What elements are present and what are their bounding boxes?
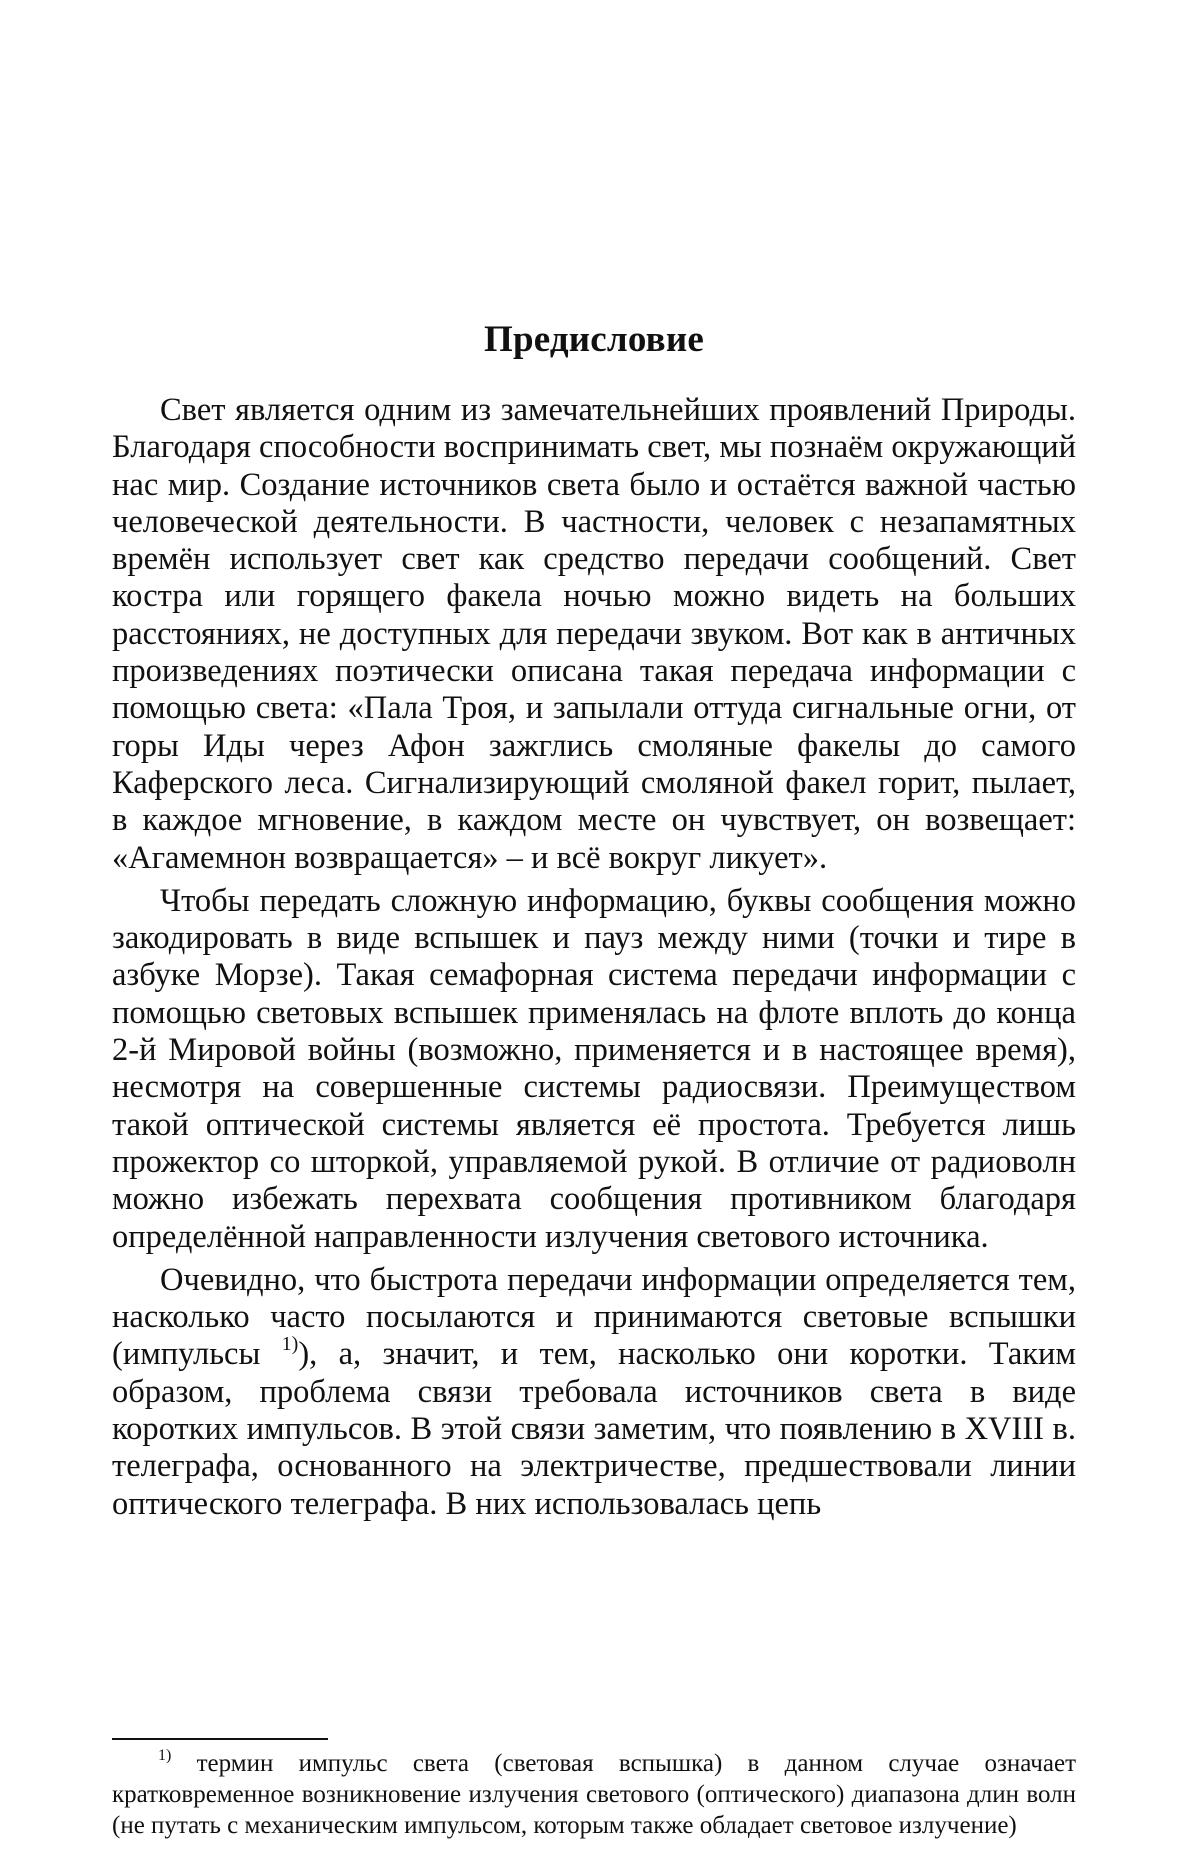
paragraph-3-text-before: Очевидно, что быстрота передачи информации определяется тем, насколько часто посылаются и принимаются световые вспышки (импульсы bbox=[112, 1261, 1076, 1373]
footnote-marker: 1) bbox=[158, 1747, 172, 1764]
paragraph-2: Чтобы передать сложную информацию, буквы сообщения можно закодировать в виде вспышек и пауз между ними (точки и тире в азбуке Морзе). Такая семафорная система передачи информации с помощью световых вспышек применялась на флоте вплоть до конца 2-й Мировой войны (возможно, применяется и в настоящее время), несмотря на совершенные системы радиосвязи. Преимуществом такой оптической системы является её простота. Требуется лишь прожектор со шторкой, управляемой рукой. В отличие от радиоволн можно избежать перехвата сообщения противником благодаря определённой направленности излучения светового источника. bbox=[112, 882, 1076, 1255]
footnote-reference: 1) bbox=[281, 1333, 299, 1356]
paragraph-3 bbox=[112, 1262, 1076, 1523]
main-text bbox=[112, 392, 1076, 1529]
footnote bbox=[112, 1748, 1076, 1841]
paragraph-1: Свет является одним из замечательнейших проявлений Природы. Благодаря способности воспринимать свет, мы познаём окружающий нас мир. Создание источников света было и остаётся важной частью человеческой деятельности. В частности, человек с незапамятных времён использует свет как средство передачи сообщений. Свет костра или горящего факела ночью можно видеть на больших расстояниях, не доступных для передачи звуком. Вот как в античных произведениях поэтически описана такая передача информации с помощью света: «Пала Троя, и запылали оттуда сигнальные огни, от горы Иды через Афон зажглись смоляные факелы до самого Каферского леса. Сигнализирующий смоляной факел горит, пылает, в каждое мгновение, в каждом месте он чувствует, он возвещает: «Агамемнон возвращается» – и всё вокруг ликует». bbox=[112, 392, 1076, 876]
book-page bbox=[112, 0, 1076, 1857]
page-title: Предисловие bbox=[483, 319, 704, 360]
footnote-separator bbox=[112, 1738, 328, 1740]
paragraph-3-text-after: ), а, значит, и тем, насколько они коротки. Таким образом, проблема связи требовала источников света в виде коротких импульсов. В этой связи заметим, что появлению в XVIII в. телеграфа, основанного на электричестве, предшествовали линии оптического телеграфа. В них использовалась цепь bbox=[112, 1336, 1076, 1522]
footnote-text: термин импульс света (световая вспышка) в данном случае означает кратковременное возникновение излучения светового (оптического) диапазона длин волн (не путать с механическим импульсом, которым также обладает световое излучение) bbox=[112, 1750, 1076, 1839]
